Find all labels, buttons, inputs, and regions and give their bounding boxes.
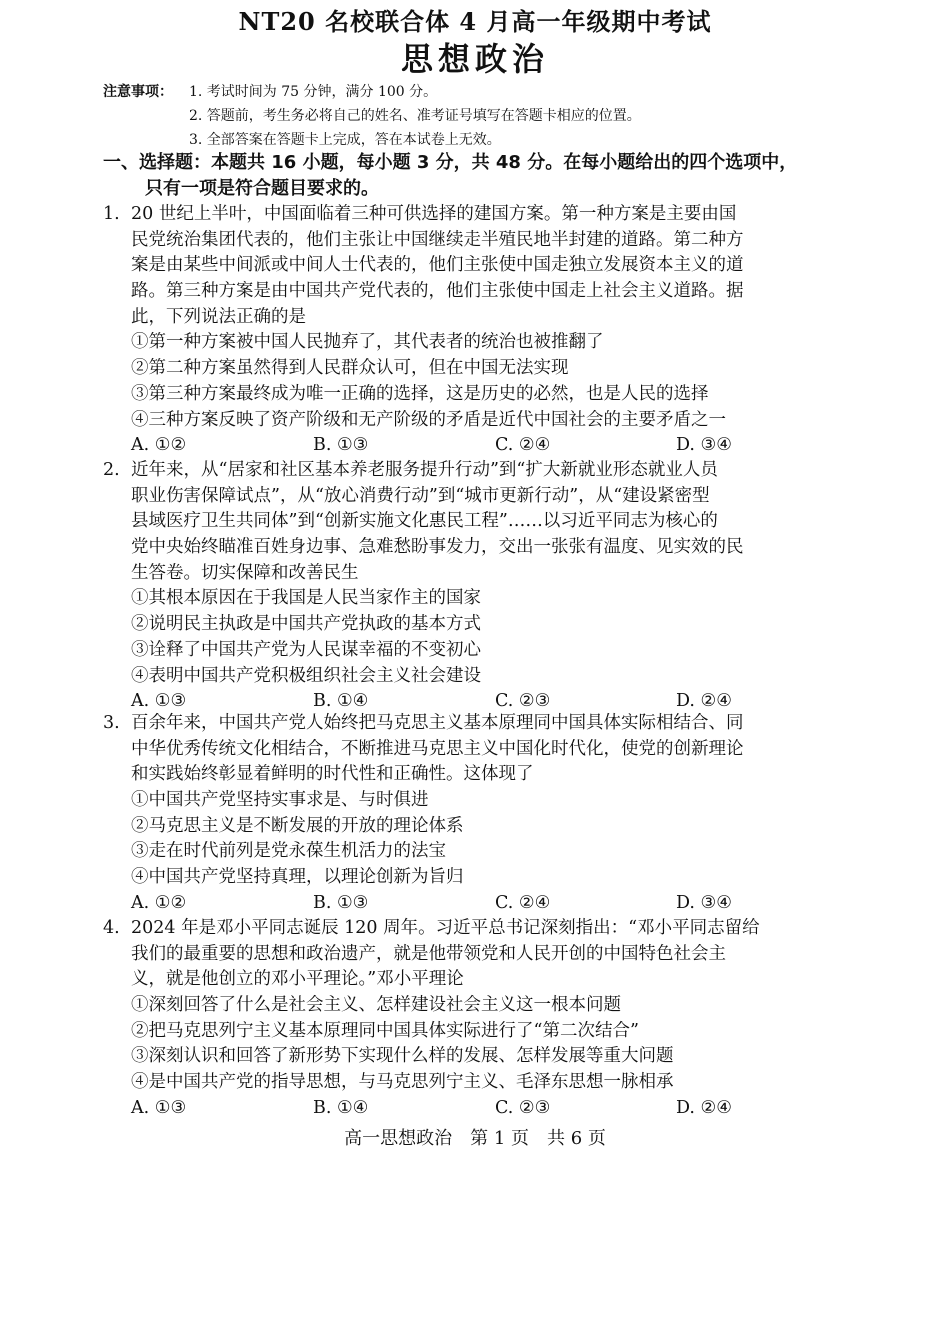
option-b: B. ①④ [313,1097,369,1118]
statement: ④三种方案反映了资产阶级和无产阶级的矛盾是近代中国社会的主要矛盾之一 [131,409,726,430]
subject-title: 思想政治 [400,40,549,78]
question-2 [103,458,863,715]
option-a: A. ①② [131,435,187,456]
question-stem-line: 路。第三种方案是由中国共产党代表的，他们主张使中国走上社会主义道路。据 [131,281,744,302]
question-4 [103,916,863,1122]
statement: ④中国共产党坚持真理，以理论创新为旨归 [131,867,464,888]
statement: ②把马克思列宁主义基本原理同中国具体实际进行了“第二次结合” [131,1020,639,1041]
question-stem-line: 县域医疗卫生共同体”到“创新实施文化惠民工程”……以习近平同志为核心的 [131,511,718,532]
statement: ④表明中国共产党积极组织社会主义社会建设 [131,665,481,686]
option-d: D. ③④ [676,435,732,456]
question-stem-line: 义，就是他创立的邓小平理论。”邓小平理论 [131,969,464,990]
option-c: C. ②③ [495,1097,551,1118]
answer-options [103,891,863,917]
option-c: C. ②④ [495,892,551,913]
option-d: D. ②④ [676,691,732,712]
section-heading-line: 一、选择题：本题共 16 小题，每小题 3 分，共 48 分。在每小题给出的四个选项中， [103,152,798,173]
question-number: 1. [103,204,120,224]
question-stem-line: 和实践始终彰显着鲜明的时代性和正确性。这体现了 [131,764,534,785]
question-stem-line: 我们的最重要的思想和政治遗产，就是他带领党和人民开创的中国特色社会主 [131,943,726,964]
option-a: A. ①③ [131,691,187,712]
section-heading [103,150,863,202]
option-a: A. ①③ [131,1097,187,1118]
statement: ②第二种方案虽然得到人民群众认可，但在中国无法实现 [131,358,569,379]
statement: ③第三种方案最终成为唯一正确的选择，这是历史的必然，也是人民的选择 [131,383,709,404]
question-stem-line: 20 世纪上半叶，中国面临着三种可供选择的建国方案。第一种方案是主要由国 [131,204,737,224]
question-stem-line: 2024 年是邓小平同志诞辰 120 周年。习近平总书记深刻指出：“邓小平同志留给 [131,918,760,938]
option-b: B. ①③ [313,435,369,456]
statement: ③走在时代前列是党永葆生机活力的法宝 [131,841,446,862]
note-row [103,80,923,104]
question-stem-line: 此，下列说法正确的是 [131,306,306,327]
notes-label: 注意事项： [103,84,173,100]
option-d: D. ②④ [676,1097,732,1118]
section-heading-line: 只有一项是符合题目要求的。 [145,178,379,199]
note-text: 2. 答题前，考生务必将自己的姓名、准考证号填写在答题卡相应的位置。 [189,108,641,124]
option-c: C. ②④ [495,435,551,456]
statement: ②马克思主义是不断发展的开放的理论体系 [131,815,464,836]
question-stem-line: 民党统治集团代表的，他们主张让中国继续走半殖民地半封建的道路。第二种方 [131,229,744,250]
note-row [103,128,923,152]
option-c: C. ②③ [495,691,551,712]
statement: ①第一种方案被中国人民抛弃了，其代表者的统治也被推翻了 [131,332,604,353]
note-row [103,104,923,128]
question-stem-line: 党中央始终瞄准百姓身边事、急难愁盼事发力，交出一张张有温度、见实效的民 [131,537,744,558]
answer-options [103,433,863,459]
exam-notes [103,80,923,152]
question-3 [103,711,863,917]
exam-title: NT20 名校联合体 4 月高一年级期中考试 [238,7,712,36]
question-stem-line: 中华优秀传统文化相结合，不断推进马克思主义中国化时代化，使党的创新理论 [131,738,744,759]
statement: ①中国共产党坚持实事求是、与时俱进 [131,790,429,811]
statement: ②说明民主执政是中国共产党执政的基本方式 [131,614,481,635]
question-number: 2. [103,460,120,480]
question-number: 3. [103,713,120,733]
option-b: B. ①③ [313,892,369,913]
question-stem-line: 案是由某些中间派或中间人士代表的，他们主张使中国走独立发展资本主义的道 [131,255,744,276]
option-d: D. ③④ [676,892,732,913]
question-stem-line: 生答卷。切实保障和改善民生 [131,562,359,583]
statement: ①深刻回答了什么是社会主义、怎样建设社会主义这一根本问题 [131,995,621,1016]
option-a: A. ①② [131,892,187,913]
statement: ①其根本原因在于我国是人民当家作主的国家 [131,588,481,609]
option-b: B. ①④ [313,691,369,712]
question-stem-line: 百余年来，中国共产党人始终把马克思主义基本原理同中国具体实际相结合、同 [131,713,744,733]
statement: ③深刻认识和回答了新形势下实现什么样的发展、怎样发展等重大问题 [131,1046,674,1067]
answer-options [103,1096,863,1122]
question-stem-line: 职业伤害保障试点”，从“放心消费行动”到“城市更新行动”，从“建设紧密型 [131,485,710,506]
note-text: 3. 全部答案在答题卡上完成，答在本试卷上无效。 [189,132,501,148]
page-footer: 高一思想政治 第 1 页 共 6 页 [344,1128,606,1149]
note-text: 1. 考试时间为 75 分钟，满分 100 分。 [189,84,438,100]
question-1 [103,202,863,459]
statement: ③诠释了中国共产党为人民谋幸福的不变初心 [131,639,481,660]
statement: ④是中国共产党的指导思想，与马克思列宁主义、毛泽东思想一脉相承 [131,1072,674,1093]
question-stem-line: 近年来，从“居家和社区基本养老服务提升行动”到“扩大新就业形态就业人员 [131,460,718,480]
question-number: 4. [103,918,120,938]
